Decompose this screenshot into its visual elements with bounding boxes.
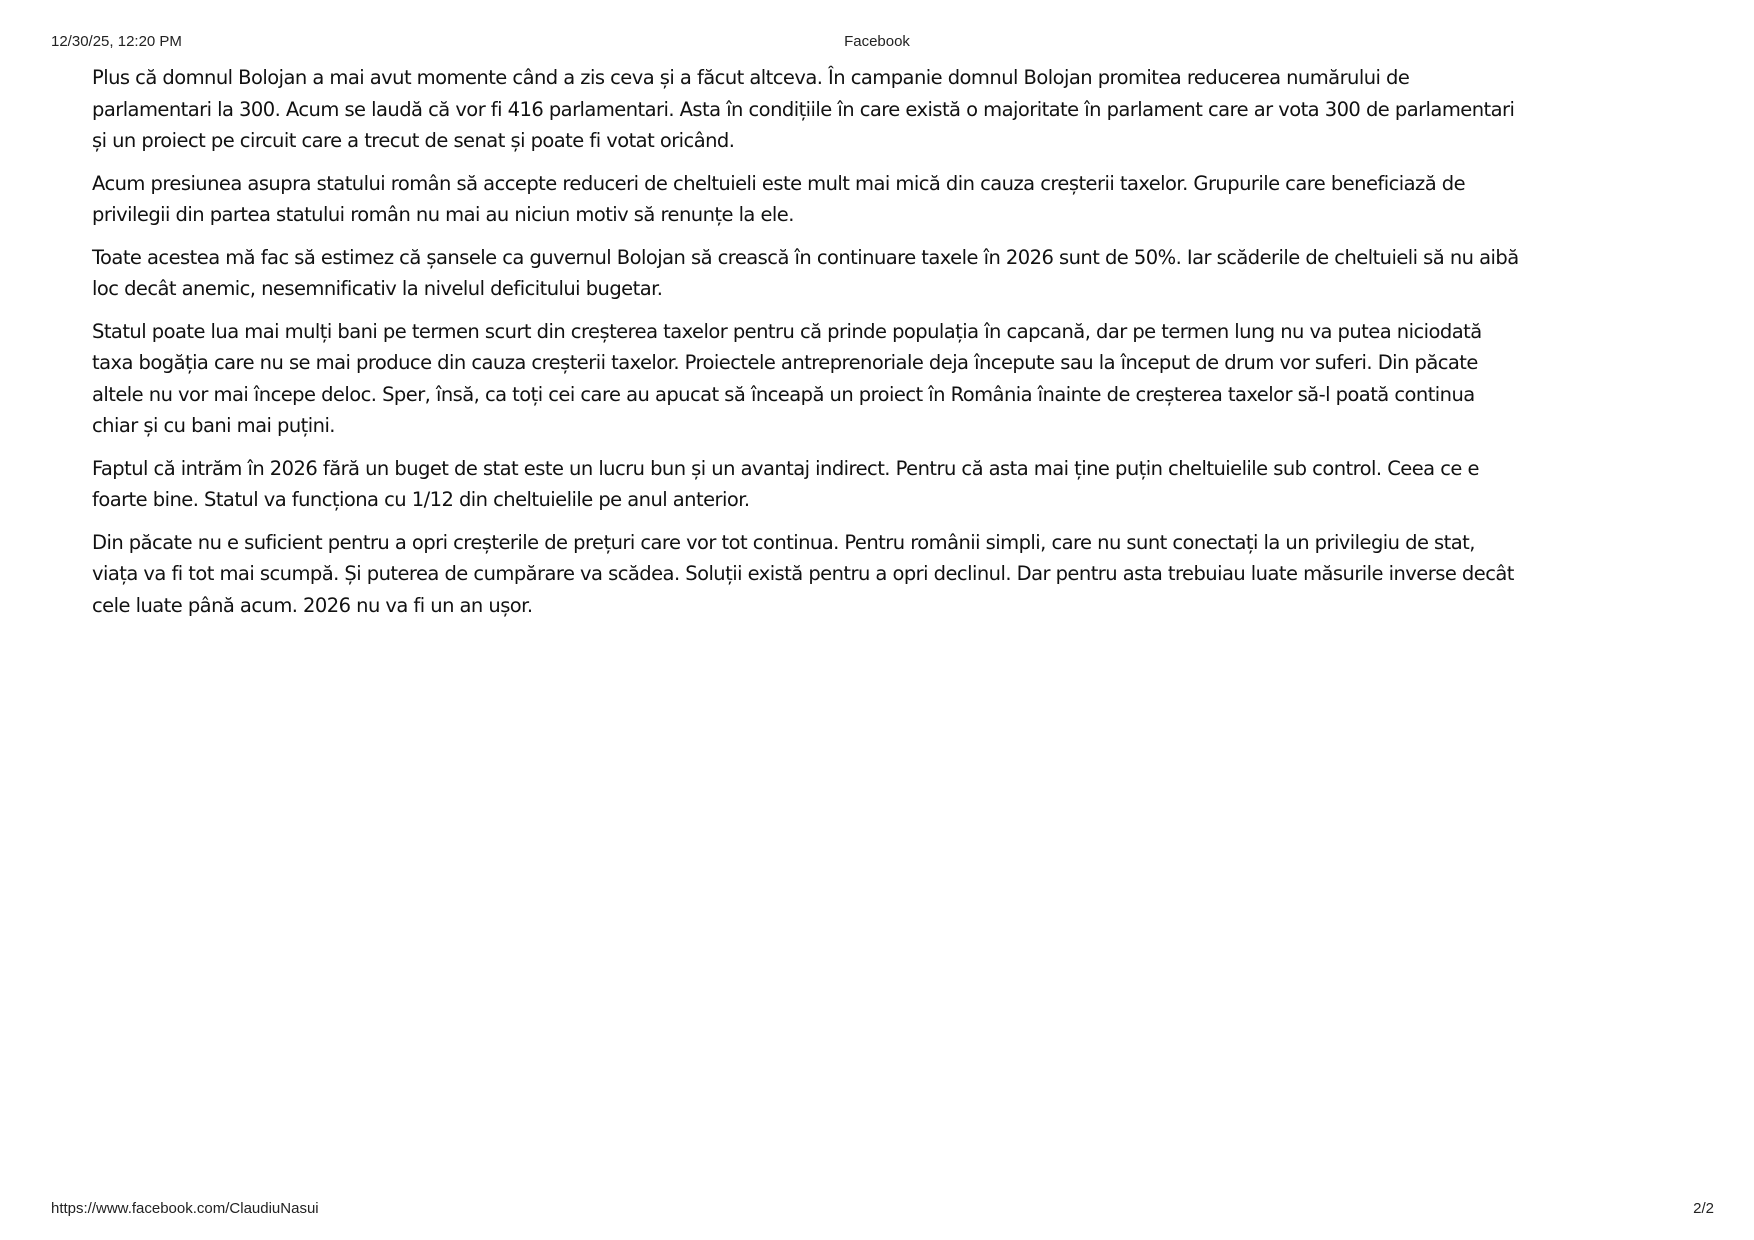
paragraph-line: altele nu vor mai începe deloc. Sper, însă, ca toți cei care au apucat să înceapă un proiect în România înainte de creșterea taxelor să-l poată continua [92,382,1475,406]
paragraph [92,453,1672,516]
page-title: Facebook [844,33,910,50]
paragraph-line: viața va fi tot mai scumpă. Și puterea de cumpărare va scădea. Soluții există pentru a opri declinul. Dar pentru asta trebuiau luate măsurile inverse decât [92,562,1514,585]
paragraph-line: Faptul că intrăm în 2026 fără un buget de stat este un lucru bun și un avantaj indirect. Pentru că asta mai ține puțin cheltuielile sub control. Ceea ce e [92,456,1479,480]
paragraph [92,168,1672,231]
paragraph-line: Acum presiunea asupra statului român să accepte reduceri de cheltuieli este mult mai mică din cauza creșterii taxelor. Grupurile care beneficiază de [92,171,1466,195]
paragraph-line: Statul poate lua mai mulți bani pe termen scurt din creșterea taxelor pentru că prinde populația în capcană, dar pe termen lung nu va putea niciodată [92,319,1482,343]
paragraph-line: parlamentari la 300. Acum se laudă că vor fi 416 parlamentari. Asta în condițiile în care există o majoritate în parlament care ar vota 300 de parlamentari [92,97,1515,121]
paragraph-line: privilegii din partea statului român nu mai au niciun motiv să renunțe la ele. [92,203,794,226]
paragraph [92,62,1672,157]
paragraph-line: Plus că domnul Bolojan a mai avut momente când a zis ceva și a făcut altceva. În campanie domnul Bolojan promitea reducerea numărului de [92,66,1410,89]
paragraph-line: chiar și cu bani mai puțini. [92,414,335,437]
paragraph-line: și un proiect pe circuit care a trecut de senat și poate fi votat oricând. [92,129,735,152]
paragraph [92,242,1672,305]
paragraph [92,527,1672,622]
paragraph-line: taxa bogăția care nu se mai produce din cauza creșterii taxelor. Proiectele antreprenoriale deja începute sau la început de drum vor suferi. Din păcate [92,351,1478,374]
post-body [92,62,1672,632]
paragraph-line: cele luate până acum. 2026 nu va fi un an ușor. [92,593,533,617]
print-datetime: 12/30/25, 12:20 PM [51,33,182,50]
paragraph-line: Toate acestea mă fac să estimez că șansele ca guvernul Bolojan să crească în continuare taxele în 2026 sunt de 50%. Iar scăderile de cheltuieli să nu aibă [92,245,1519,269]
paragraph-line: Din păcate nu e suficient pentru a opri creșterile de prețuri care vor tot continua. Pentru românii simpli, care nu sunt conectați la un privilegiu de stat, [92,530,1475,554]
paragraph [92,316,1672,442]
page-number: 2/2 [1693,1200,1714,1217]
paragraph-line: foarte bine. Statul va funcționa cu 1/12 din cheltuielile pe anul anterior. [92,488,750,511]
source-url-link[interactable]: https://www.facebook.com/ClaudiuNasui [51,1200,319,1217]
paragraph-line: loc decât anemic, nesemnificativ la nivelul deficitului bugetar. [92,277,663,300]
